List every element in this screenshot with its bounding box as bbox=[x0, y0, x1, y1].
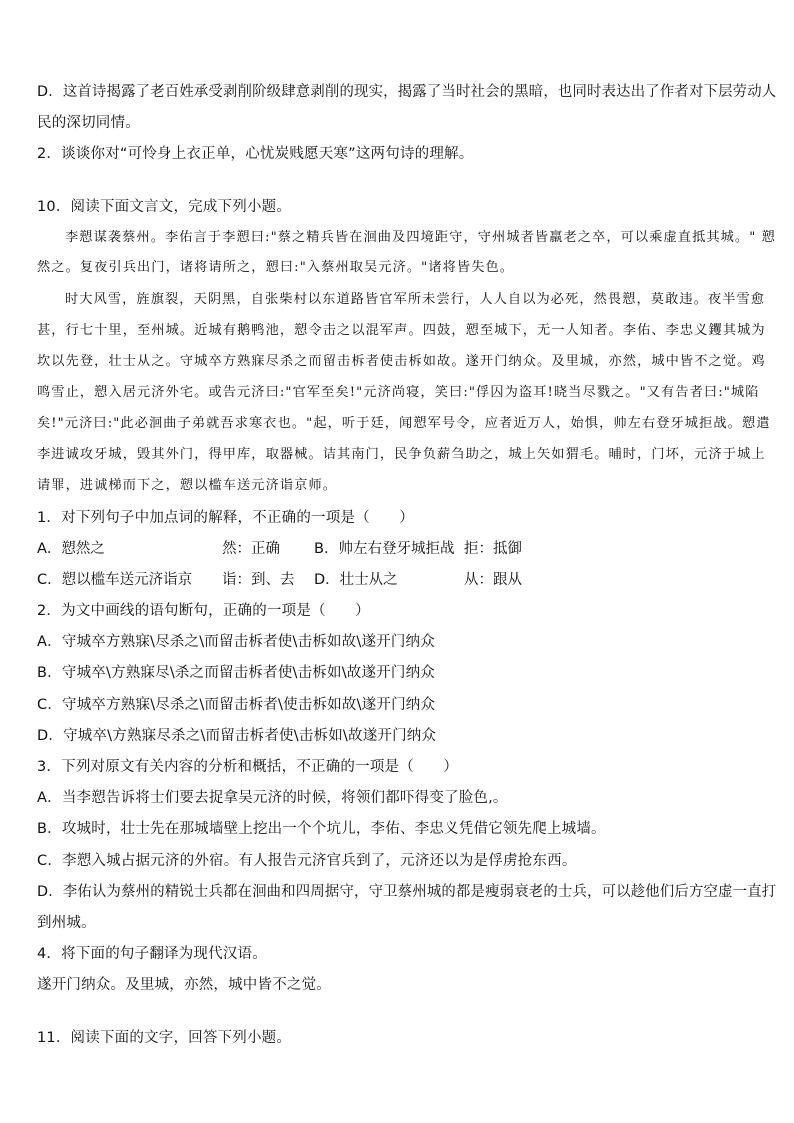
prev-option-d-line2: 民的深切同情。 bbox=[37, 115, 140, 131]
sub3-option-c: C．李愬入城占据元济的外宿。有人报告元济官兵到了，元济还以为是俘虏抢东西。 bbox=[37, 853, 577, 869]
sub2-option-c: C．守城卒方熟寐\尽杀之\而留击柝者\使击柝如故\遂开门纳众 bbox=[37, 697, 436, 713]
sub1-option-b: B．帅左右登牙城拒战 bbox=[314, 541, 455, 557]
q10-heading: 10．阅读下面文言文，完成下列小题。 bbox=[37, 199, 292, 215]
sub1-option-b-gloss: 拒：抵御 bbox=[464, 541, 522, 557]
sub2-option-d: D．守城卒\方熟寐尽杀之\而留击柝者使\击柝如\故遂开门纳众 bbox=[37, 728, 437, 744]
passage-line-4: 甚，行七十里，至州城。近城有鹅鸭池，愬令击之以混军声。四鼓，愬至城下，无一人知者。李佑、李忠义钁其城为 bbox=[37, 323, 766, 338]
prev-option-d-line1: D．这首诗揭露了老百姓承受剥削阶级肆意剥削的现实，揭露了当时社会的黑暗，也同时表达出了作者对下层劳动人 bbox=[37, 84, 777, 100]
passage-line-6: 鸣雪止，愬入居元济外宅。或告元济曰:"官军至矣!"元济尚寝，笑曰:"俘囚为盗耳!晓当尽戮之。"又有告者曰:"城陷 bbox=[37, 385, 760, 400]
sub1-option-c-gloss: 诣：到、去 bbox=[222, 572, 295, 588]
sub1-stem: 1．对下列句子中加点词的解释，不正确的一项是（ ） bbox=[37, 510, 414, 526]
sub3-option-d-line1: D．李佑认为蔡州的精锐士兵都在洄曲和四周据守，守卫蔡州城的都是瘦弱衰老的士兵，可以趁他们后方空虚一直打 bbox=[37, 884, 777, 900]
passage-line-5: 坎以先登，壮士从之。守城卒方熟寐尽杀之而留击柝者使击柝如故。遂开门纳众。及里城，亦然，城中皆不之觉。鸡 bbox=[37, 354, 766, 369]
sub2-stem: 2．为文中画线的语句断句，正确的一项是（ ） bbox=[37, 603, 370, 619]
sub3-stem: 3．下列对原文有关内容的分析和概括，不正确的一项是（ ） bbox=[37, 759, 459, 775]
passage-line-8: 李进诚攻牙城，毁其外门，得甲库，取器械。诘其南门，民争负薪刍助之，城上矢如猬毛。晡时，门坏，元济于城上 bbox=[37, 447, 766, 462]
passage-line-2: 然之。复夜引兵出门，诸将请所之，愬曰:"入蔡州取吴元济。"诸将皆失色。 bbox=[37, 260, 515, 275]
sub4-sentence: 遂开门纳众。及里城，亦然，城中皆不之觉。 bbox=[37, 977, 331, 993]
sub1-option-a-gloss: 然：正确 bbox=[222, 541, 280, 557]
passage-line-3: 时大风雪，旌旗裂，天阴黑，自张柴村以东道路皆官军所未尝行，人人自以为必死，然畏愬，莫敢违。夜半雪愈 bbox=[65, 292, 766, 307]
prev-question-2: 2．谈谈你对“可怜身上衣正单，心忧炭贱愿天寒”这两句诗的理解。 bbox=[37, 146, 474, 162]
passage-line-1: 李愬谋袭蔡州。李佑言于李愬曰:"蔡之精兵皆在洄曲及四境距守，守州城者皆羸老之卒，可以乘虚直抵其城。" 愬 bbox=[65, 230, 776, 245]
sub3-option-a: A．当李愬告诉将士们要去捉拿吴元济的时候，将领们都吓得变了脸色,。 bbox=[37, 790, 508, 806]
sub4-stem: 4．将下面的句子翻译为现代汉语。 bbox=[37, 946, 267, 962]
sub1-option-d: D．壮士从之 bbox=[314, 572, 398, 588]
sub1-option-d-gloss: 从：跟从 bbox=[464, 572, 522, 588]
sub1-option-c: C．愬以槛车送元济诣京 bbox=[37, 572, 193, 588]
sub2-option-b: B．守城卒\方熟寐尽\杀之而留击柝者使\击柝如\故遂开门纳众 bbox=[37, 665, 435, 681]
q11-heading: 11．阅读下面的文字，回答下列小题。 bbox=[37, 1030, 292, 1046]
sub1-option-a: A．愬然之 bbox=[37, 541, 105, 557]
sub3-option-d-line2: 到州城。 bbox=[37, 915, 96, 931]
passage-line-9: 请罪，进诚梯而下之，愬以槛车送元济诣京师。 bbox=[37, 478, 338, 493]
sub2-option-a: A．守城卒方熟寐\尽杀之\而留击柝者使\击柝如故\遂开门纳众 bbox=[37, 634, 435, 650]
sub3-option-b: B．攻城时，壮士先在那城墙壁上挖出一个个坑儿，李佑、李忠义凭借它领先爬上城墙。 bbox=[37, 821, 606, 837]
passage-line-7: 矣!"元济曰:"此必洄曲子弟就吾求寒衣也。"起，听于廷，闻愬军号令，应者近万人，始惧，帅左右登牙城拒战。愬遣 bbox=[37, 416, 771, 431]
